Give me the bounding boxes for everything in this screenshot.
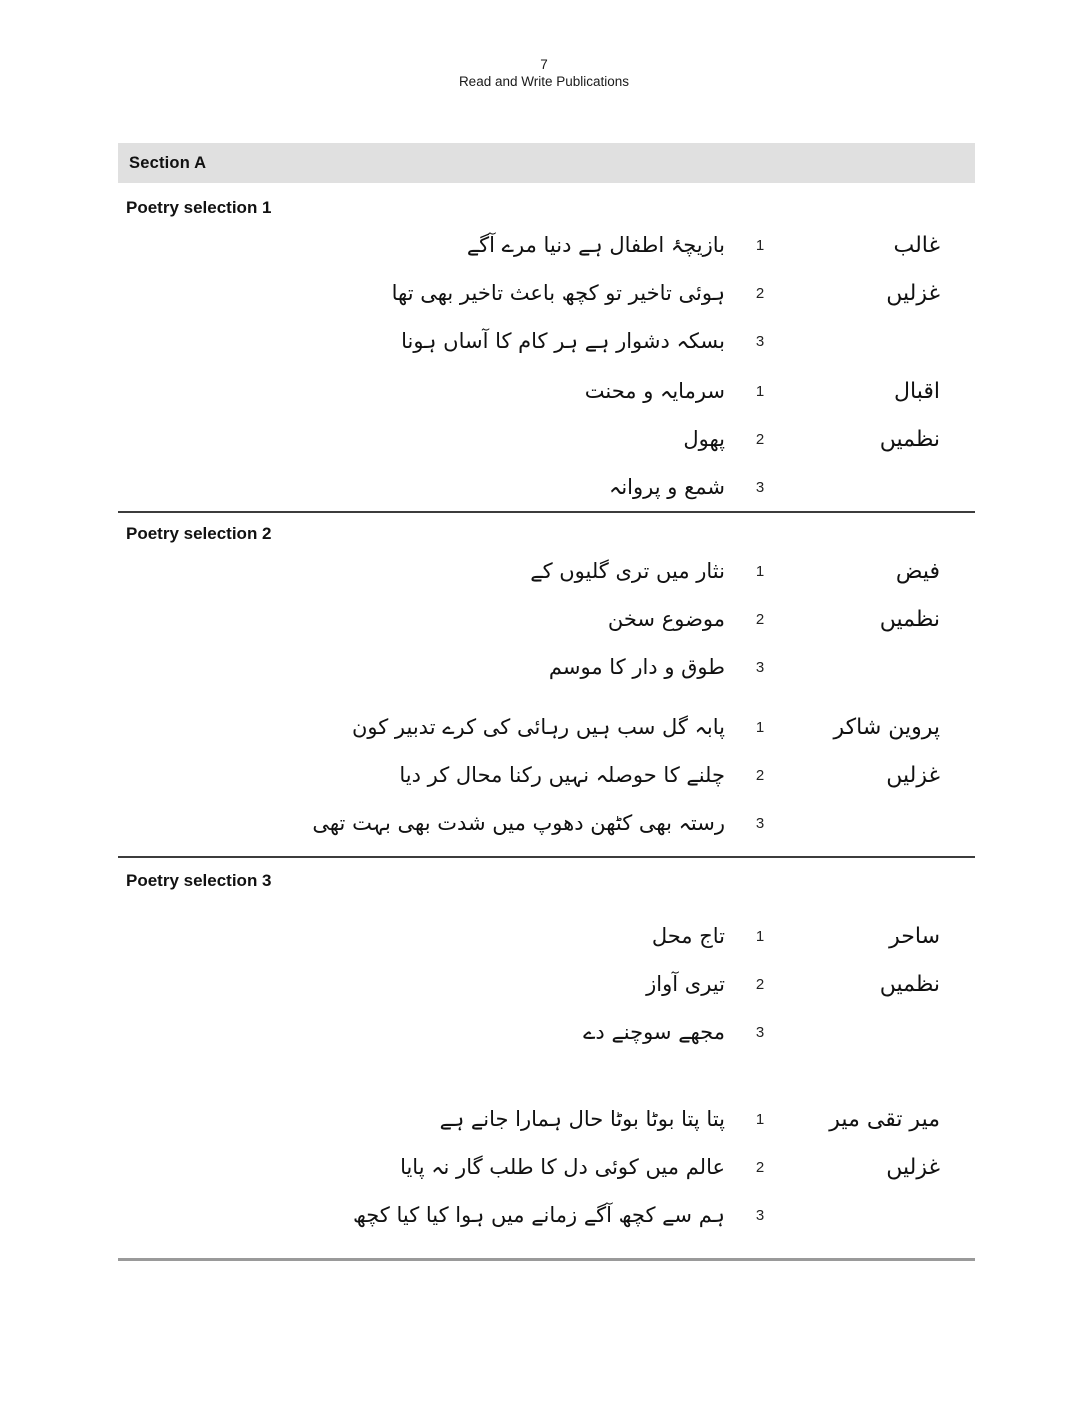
poem-rows — [118, 221, 795, 365]
poem-number: 1 — [755, 927, 765, 945]
poet-name-slot — [834, 703, 941, 751]
poem-title: بسکہ دشوار ہے ہر کام کا آساں ہونا — [401, 329, 725, 353]
selection-heading-1: Poetry selection 1 — [126, 198, 272, 217]
poem-row — [118, 317, 795, 365]
poem-title: چلنے کا حوصلہ نہیں رکنا محال کر دیا — [399, 763, 725, 787]
poem-row — [118, 269, 795, 317]
poet-column — [795, 367, 975, 511]
poet-group-sahir — [118, 912, 975, 1056]
poem-title: سرمایہ و محنت — [584, 379, 725, 403]
poem-row — [118, 221, 795, 269]
poem-row — [118, 463, 795, 511]
section-divider — [118, 856, 975, 858]
poem-title: شمع و پروانہ — [609, 475, 725, 499]
poem-number: 3 — [755, 1023, 765, 1041]
poet-genre-slot — [880, 960, 940, 1008]
poem-row — [118, 1008, 795, 1056]
poet-group-faiz — [118, 547, 975, 691]
section-title: Section A — [129, 153, 207, 172]
poet-genre-slot — [886, 269, 940, 317]
page-number: 7 — [540, 57, 548, 72]
poem-number: 3 — [755, 478, 765, 496]
poet-group-parveen-shakir — [118, 703, 975, 847]
selection-heading-3: Poetry selection 3 — [126, 871, 272, 890]
poet-genre: غزلیں — [886, 1154, 940, 1180]
poet-genre: غزلیں — [886, 280, 940, 306]
section-banner — [118, 143, 975, 183]
poem-row — [118, 367, 795, 415]
poem-number: 1 — [755, 718, 765, 736]
poet-genre-slot — [880, 415, 940, 463]
poem-title: ہوئی تاخیر تو کچھ باعث تاخیر بھی تھا — [391, 281, 725, 305]
poet-name-slot — [894, 367, 940, 415]
poet-column — [795, 547, 975, 691]
poet-group-ghalib — [118, 221, 975, 365]
poet-group-iqbal — [118, 367, 975, 511]
poet-name-slot — [889, 912, 940, 960]
poet-column — [795, 221, 975, 365]
poem-row — [118, 799, 795, 847]
poem-title: تاج محل — [651, 924, 725, 948]
poem-number: 2 — [755, 430, 765, 448]
poem-rows — [118, 1095, 795, 1239]
page-header — [0, 0, 1088, 90]
poet-genre: غزلیں — [886, 762, 940, 788]
poet-genre-slot — [886, 751, 940, 799]
poem-number: 3 — [755, 1206, 765, 1224]
poem-number: 1 — [755, 562, 765, 580]
poet-genre: نظمیں — [879, 971, 940, 997]
poem-rows — [118, 547, 795, 691]
poet-genre-slot — [880, 595, 940, 643]
poem-title: نثار میں تری گلیوں کے — [530, 559, 725, 583]
poem-row — [118, 547, 795, 595]
poem-row — [118, 1191, 795, 1239]
poem-row — [118, 751, 795, 799]
poem-number: 3 — [755, 332, 765, 350]
page-content — [118, 143, 975, 1261]
poem-row — [118, 1143, 795, 1191]
poem-row — [118, 595, 795, 643]
poem-title: موضوع سخن — [607, 607, 725, 631]
poem-number: 2 — [755, 1158, 765, 1176]
poem-row — [118, 643, 795, 691]
poem-number: 1 — [755, 236, 765, 254]
poem-title: رستہ بھی کٹھن دھوپ میں شدت بھی بہت تھی — [312, 811, 725, 835]
poet-column — [795, 912, 975, 1056]
poem-number: 3 — [755, 814, 765, 832]
poet-name: غالب — [893, 232, 940, 258]
poet-name: پروین شاکر — [833, 714, 940, 740]
poet-genre-slot — [886, 1143, 940, 1191]
poem-title: طوق و دار کا موسم — [548, 655, 725, 679]
poet-name-slot — [893, 221, 940, 269]
poet-column — [795, 703, 975, 847]
poem-title: عالم میں کوئی دل کا طلب گار نہ پایا — [400, 1155, 725, 1179]
poem-row — [118, 415, 795, 463]
poem-number: 2 — [755, 766, 765, 784]
poem-title: پھول — [683, 427, 725, 451]
poem-title: تیری آواز — [646, 972, 725, 996]
poet-genre: نظمیں — [879, 426, 940, 452]
poem-title: پتا پتا بوٹا بوٹا حال ہمارا جانے ہے — [439, 1107, 725, 1131]
poem-number: 1 — [755, 382, 765, 400]
poet-genre: نظمیں — [879, 606, 940, 632]
poet-name: میر تقی میر — [829, 1106, 940, 1132]
poem-title: پابہ گل سب ہیں رہائی کی کرے تدبیر کون — [351, 715, 725, 739]
poet-name: اقبال — [894, 378, 940, 404]
poem-title: مجھے سوچنے دے — [583, 1020, 725, 1044]
poem-number: 1 — [755, 1110, 765, 1128]
poet-column — [795, 1095, 975, 1239]
poem-rows — [118, 703, 795, 847]
poet-name: فیض — [895, 558, 940, 584]
poem-rows — [118, 912, 795, 1056]
publisher-name: Read and Write Publications — [458, 74, 630, 89]
poem-row — [118, 703, 795, 751]
poet-group-mir-taqi-mir — [118, 1095, 975, 1239]
poem-number: 2 — [755, 975, 765, 993]
poet-name: ساحر — [889, 923, 940, 949]
poem-rows — [118, 367, 795, 511]
page-bottom-rule — [118, 1258, 975, 1261]
poem-row — [118, 1095, 795, 1143]
poem-number: 2 — [755, 610, 765, 628]
poem-title: بازیچۂ اطفال ہے دنیا مرے آگے — [466, 233, 725, 257]
poem-number: 3 — [755, 658, 765, 676]
poem-title: ہم سے کچھ آگے زمانے میں ہوا کیا کیا کچھ — [352, 1203, 725, 1227]
poem-row — [118, 960, 795, 1008]
poet-name-slot — [829, 1095, 940, 1143]
poem-row — [118, 912, 795, 960]
selection-heading-2: Poetry selection 2 — [126, 524, 272, 543]
section-divider — [118, 511, 975, 513]
poet-name-slot — [896, 547, 940, 595]
poem-number: 2 — [755, 284, 765, 302]
